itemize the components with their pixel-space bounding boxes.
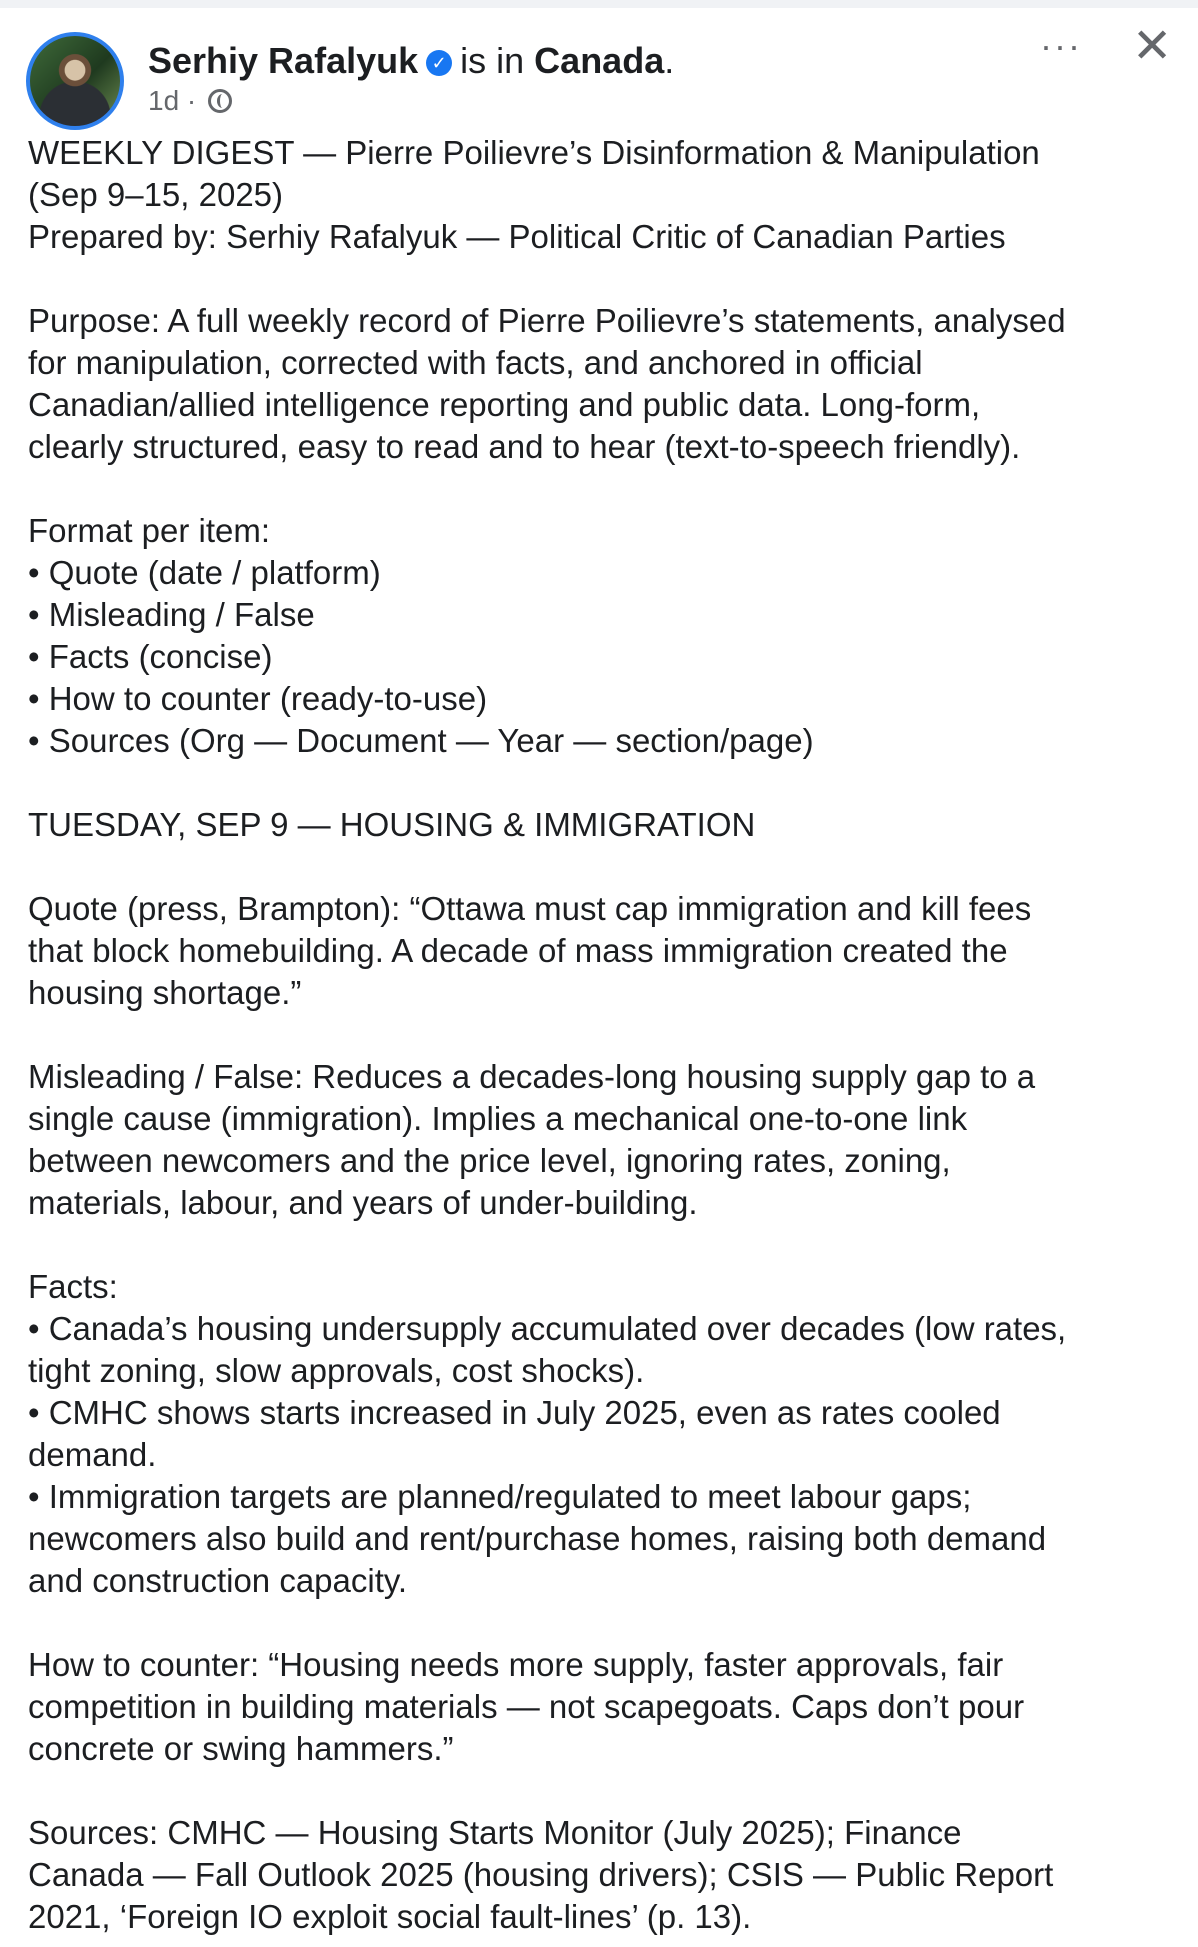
top-divider bbox=[0, 0, 1198, 8]
post-time[interactable]: 1d · bbox=[148, 85, 197, 116]
verified-badge-icon: ✓ bbox=[426, 50, 452, 76]
counter-line: concrete or swing hammers.” bbox=[28, 1730, 454, 1767]
digest-dates: (Sep 9–15, 2025) bbox=[28, 176, 284, 213]
misleading-line: single cause (immigration). Implies a mechanical one-to-one link bbox=[28, 1100, 968, 1137]
post-meta bbox=[148, 84, 232, 118]
quote-line: that block homebuilding. A decade of mass immigration created the bbox=[28, 932, 1008, 969]
misleading-line: Misleading / False: Reduces a decades-long housing supply gap to a bbox=[28, 1058, 1036, 1095]
format-item: • Misleading / False bbox=[28, 596, 315, 633]
format-item: • How to counter (ready-to-use) bbox=[28, 680, 488, 717]
misleading-line: between newcomers and the price level, ignoring rates, zoning, bbox=[28, 1142, 951, 1179]
prepared-by: Prepared by: Serhiy Rafalyuk — Political Critic of Canadian Parties bbox=[28, 218, 1006, 255]
location-suffix: . bbox=[664, 40, 675, 81]
purpose-line: for manipulation, corrected with facts, and anchored in official bbox=[28, 344, 923, 381]
globe-icon[interactable] bbox=[208, 89, 232, 113]
post-header bbox=[0, 14, 1198, 114]
facts-line: demand. bbox=[28, 1436, 157, 1473]
counter-line: competition in building materials — not scapegoats. Caps don’t pour bbox=[28, 1688, 1025, 1725]
quote-line: housing shortage.” bbox=[28, 974, 302, 1011]
purpose-line: Canadian/allied intelligence reporting and public data. Long-form, bbox=[28, 386, 981, 423]
author-name[interactable]: Serhiy Rafalyuk bbox=[148, 40, 419, 81]
format-heading: Format per item: bbox=[28, 512, 271, 549]
quote-line: Quote (press, Brampton): “Ottawa must cap immigration and kill fees bbox=[28, 890, 1032, 927]
sources-line: 2021, ‘Foreign IO exploit social fault-lines’ (p. 13). bbox=[28, 1898, 752, 1935]
author-line bbox=[148, 38, 674, 84]
counter-line: How to counter: “Housing needs more supply, faster approvals, fair bbox=[28, 1646, 1004, 1683]
more-options-icon[interactable]: ··· bbox=[1040, 25, 1082, 66]
purpose-line: Purpose: A full weekly record of Pierre Poilievre’s statements, analysed bbox=[28, 302, 1066, 339]
sources-line: Sources: CMHC — Housing Starts Monitor (July 2025); Finance bbox=[28, 1814, 962, 1851]
sources-line: Canada — Fall Outlook 2025 (housing drivers); CSIS — Public Report bbox=[28, 1856, 1054, 1893]
author-avatar[interactable] bbox=[26, 32, 124, 130]
digest-title: WEEKLY DIGEST — Pierre Poilievre’s Disinformation & Manipulation bbox=[28, 134, 1040, 171]
post-body bbox=[28, 132, 1178, 1938]
facts-line: • Canada’s housing undersupply accumulated over decades (low rates, bbox=[28, 1310, 1067, 1347]
facts-line: • Immigration targets are planned/regulated to meet labour gaps; bbox=[28, 1478, 972, 1515]
close-icon[interactable]: ✕ bbox=[1132, 20, 1173, 73]
format-item: • Quote (date / platform) bbox=[28, 554, 381, 591]
facts-line: and construction capacity. bbox=[28, 1562, 408, 1599]
location-prefix: is in bbox=[460, 40, 525, 81]
facts-line: tight zoning, slow approvals, cost shocks). bbox=[28, 1352, 645, 1389]
location-link[interactable]: Canada bbox=[534, 40, 665, 81]
format-item: • Sources (Org — Document — Year — section/page) bbox=[28, 722, 814, 759]
facts-line: • CMHC shows starts increased in July 2025, even as rates cooled bbox=[28, 1394, 1001, 1431]
day-heading: TUESDAY, SEP 9 — HOUSING & IMMIGRATION bbox=[28, 806, 756, 843]
facts-line: newcomers also build and rent/purchase homes, raising both demand bbox=[28, 1520, 1047, 1557]
format-item: • Facts (concise) bbox=[28, 638, 273, 675]
purpose-line: clearly structured, easy to read and to hear (text-to-speech friendly). bbox=[28, 428, 1021, 465]
facts-heading: Facts: bbox=[28, 1268, 118, 1305]
misleading-line: materials, labour, and years of under-building. bbox=[28, 1184, 698, 1221]
